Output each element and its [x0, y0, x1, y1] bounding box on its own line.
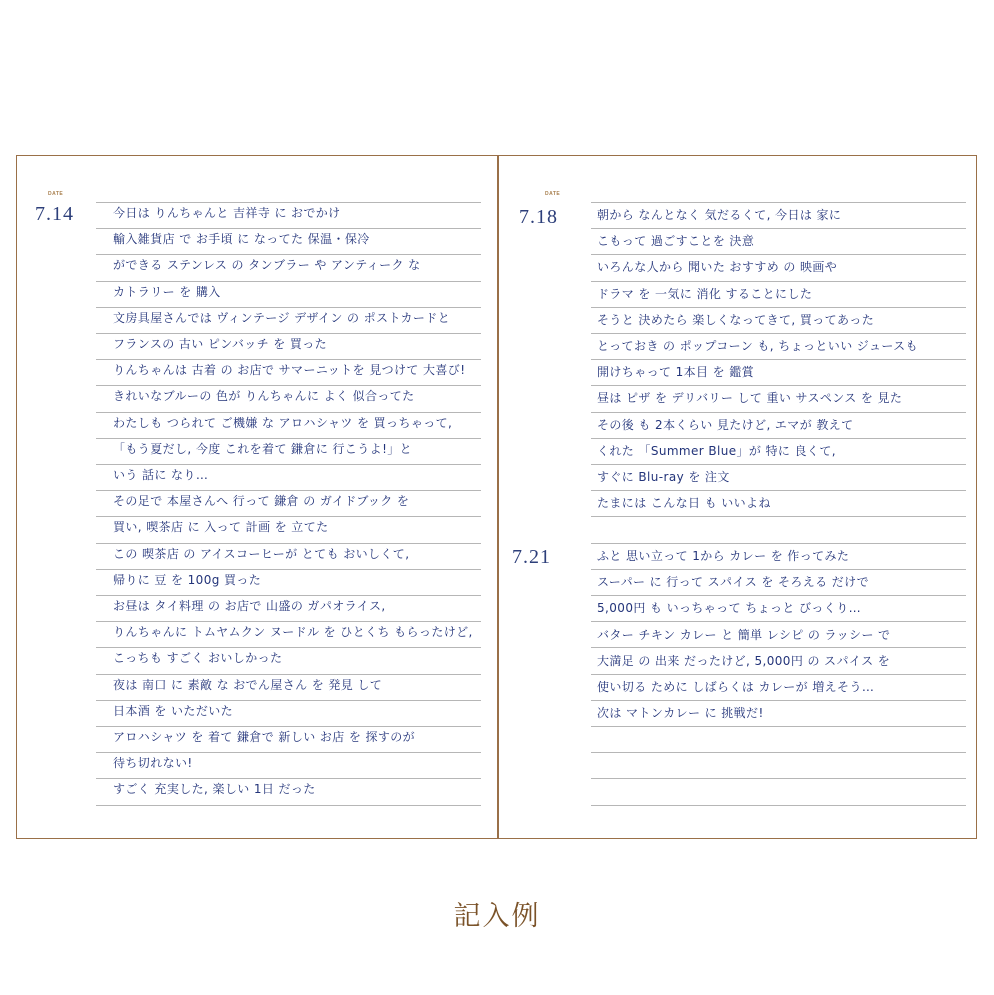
handwritten-line: 「もう夏だし, 今度 これを着て 鎌倉に 行こうよ!」と: [113, 441, 413, 456]
ruled-line: [591, 333, 966, 334]
handwritten-line: いろんな人から 聞いた おすすめ の 映画や: [597, 260, 838, 275]
ruled-line: [96, 438, 481, 439]
handwritten-line: 日本酒 を いただいた: [113, 703, 234, 718]
ruled-line: [96, 621, 481, 622]
handwritten-line: 輸入雑貨店 で お手頃 に なってた 保温・保冷: [113, 232, 370, 247]
handwritten-line: こっちも すごく おいしかった: [113, 651, 283, 666]
ruled-line: [96, 595, 481, 596]
ruled-line: [96, 674, 481, 675]
ruled-line: [591, 412, 966, 413]
handwritten-line: 文房具屋さんでは ヴィンテージ デザイン の ポストカードと: [113, 310, 451, 325]
ruled-line: [96, 647, 481, 648]
ruled-line: [591, 464, 966, 465]
handwritten-line: ができる ステンレス の タンブラー や アンティーク な: [113, 258, 421, 273]
ruled-line: [96, 385, 481, 386]
handwritten-line: くれた 「Summer Blue」が 特に 良くて,: [597, 443, 836, 458]
handwritten-line: すごく 充実した, 楽しい 1日 だった: [113, 782, 316, 797]
handwritten-line: 買い, 喫茶店 に 入って 計画 を 立てた: [113, 520, 329, 535]
ruled-line: [96, 805, 481, 806]
handwritten-line: 次は マトンカレー に 挑戦だ!: [597, 706, 764, 721]
handwritten-line: りんちゃんに トムヤムクン ヌードル を ひとくち もらったけど,: [113, 625, 473, 640]
handwritten-line: とっておき の ポップコーン も, ちょっといい ジュースも: [597, 339, 918, 353]
entry-date: 7.14: [35, 203, 74, 225]
handwritten-line: 待ち切れない!: [113, 756, 193, 771]
left-page: [17, 156, 497, 838]
ruled-line: [591, 700, 966, 701]
handwritten-line: カトラリー を 購入: [113, 284, 221, 299]
handwritten-line: 使い切る ために しばらくは カレーが 増えそう…: [597, 680, 875, 694]
ruled-line: [96, 726, 481, 727]
ruled-line: [96, 490, 481, 491]
ruled-line: [96, 752, 481, 753]
ruled-line: [591, 621, 966, 622]
ruled-line: [591, 228, 966, 229]
handwritten-line: わたしも つられて ご機嫌 な アロハシャツ を 買っちゃって,: [113, 415, 453, 430]
ruled-line: [591, 726, 966, 727]
entry-date: 7.21: [512, 546, 551, 568]
ruled-line: [591, 254, 966, 255]
handwritten-line: こもって 過ごすことを 決意: [597, 234, 755, 249]
ruled-line: [591, 674, 966, 675]
handwritten-line: その足で 本屋さんへ 行って 鎌倉 の ガイドブック を: [113, 494, 410, 509]
ruled-line: [96, 359, 481, 360]
ruled-line: [96, 307, 481, 308]
ruled-line: [591, 595, 966, 596]
ruled-line: [591, 202, 966, 203]
handwritten-line: 5,000円 も いっちゃって ちょっと びっくり…: [597, 601, 862, 616]
handwritten-line: 大満足 の 出来 だったけど, 5,000円 の スパイス を: [597, 653, 891, 668]
handwritten-line: 開けちゃって 1本目 を 鑑賞: [597, 365, 755, 380]
ruled-line: [591, 490, 966, 491]
right-page: [499, 156, 976, 838]
handwritten-line: きれいなブルーの 色が りんちゃんに よく 似合ってた: [113, 389, 415, 404]
ruled-line: [96, 202, 481, 203]
ruled-line: [591, 307, 966, 308]
ruled-line: [591, 805, 966, 806]
ruled-line: [96, 228, 481, 229]
handwritten-line: 今日は りんちゃんと 吉祥寺 に おでかけ: [113, 206, 341, 220]
ruled-line: [96, 333, 481, 334]
handwritten-line: たまには こんな日 も いいよね: [597, 496, 771, 511]
handwritten-line: ドラマ を 一気に 消化 することにした: [597, 286, 813, 301]
handwritten-line: りんちゃんは 古着 の お店で サマーニットを 見つけて 大喜び!: [113, 363, 466, 378]
ruled-line: [591, 752, 966, 753]
ruled-line: [591, 359, 966, 360]
handwritten-line: お昼は タイ料理 の お店で 山盛の ガパオライス,: [113, 599, 386, 613]
ruled-line: [591, 516, 966, 517]
handwritten-line: そうと 決めたら 楽しくなってきて, 買ってあった: [597, 312, 875, 327]
ruled-line: [591, 385, 966, 386]
ruled-line: [591, 569, 966, 570]
handwritten-line: 昼は ピザ を デリバリー して 重い サスペンス を 見た: [597, 391, 903, 406]
ruled-line: [591, 281, 966, 282]
handwritten-line: この 喫茶店 の アイスコーヒーが とても おいしくて,: [113, 546, 410, 561]
ruled-line: [591, 778, 966, 779]
handwritten-line: その後 も 2本くらい 見たけど, エマが 教えて: [597, 417, 854, 432]
ruled-line: [591, 647, 966, 648]
ruled-line: [96, 464, 481, 465]
ruled-line: [96, 516, 481, 517]
notebook-spread: [16, 155, 977, 839]
date-label: DATE: [545, 191, 561, 197]
handwritten-line: スーパー に 行って スパイス を そろえる だけで: [597, 575, 869, 590]
handwritten-line: バター チキン カレー と 簡単 レシピ の ラッシー で: [597, 627, 891, 642]
caption: 記入例: [453, 901, 541, 932]
handwritten-line: フランスの 古い ピンバッチ を 買った: [113, 337, 328, 351]
ruled-line: [96, 778, 481, 779]
handwritten-line: 朝から なんとなく 気だるくて, 今日は 家に: [597, 208, 842, 222]
handwritten-line: 帰りに 豆 を 100g 買った: [113, 572, 262, 587]
ruled-line: [96, 412, 481, 413]
entry-date: 7.18: [519, 206, 558, 228]
ruled-line: [96, 569, 481, 570]
ruled-line: [591, 438, 966, 439]
ruled-line: [96, 281, 481, 282]
handwritten-line: ふと 思い立って 1から カレー を 作ってみた: [597, 549, 850, 563]
handwritten-line: いう 話に なり…: [113, 468, 209, 482]
ruled-line: [96, 543, 481, 544]
handwritten-line: アロハシャツ を 着て 鎌倉で 新しい お店 を 探すのが: [113, 730, 416, 744]
handwritten-line: 夜は 南口 に 素敵 な おでん屋さん を 発見 して: [113, 677, 383, 692]
ruled-line: [96, 700, 481, 701]
date-label: DATE: [48, 191, 64, 197]
ruled-line: [96, 254, 481, 255]
ruled-line: [591, 543, 966, 544]
handwritten-line: すぐに Blu-ray を 注文: [597, 470, 730, 484]
